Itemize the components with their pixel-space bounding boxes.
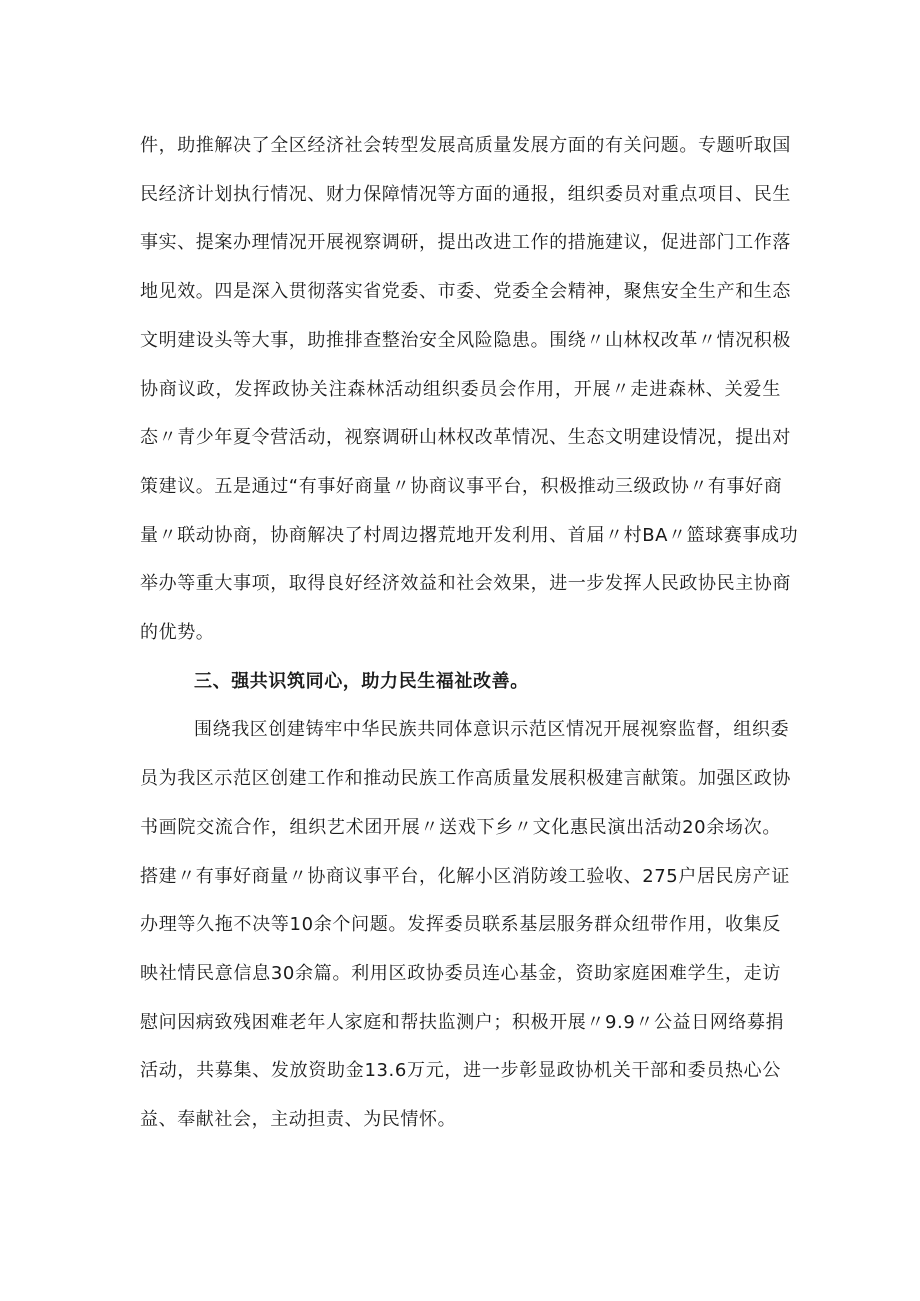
paragraph-line: 件，助推解决了全区经济社会转型发展高质量发展方面的有关问题。专题听取国 [140, 135, 791, 156]
paragraph-line: 事实、提案办理情况开展视察调研，提出改进工作的措施建议，促进部门工作落 [140, 232, 791, 254]
paragraph-line: 慰问因病致残困难老年人家庭和帮扶监测户；积极开展〃9.9〃公益日网络募捐 [140, 1011, 785, 1033]
paragraph-line: 策建议。五是通过“有事好商量〃协商议事平台，积极推动三级政协〃有事好商 [140, 475, 783, 497]
paragraph-1 [140, 122, 799, 658]
paragraph-line: 举办等重大事项，取得良好经济效益和社会效果，进一步发挥人民政协民主协商 [140, 573, 791, 595]
paragraph-line: 的优势。 [140, 622, 215, 644]
section-heading: 三、强共识筑同心，助力民生福祉改善。 [194, 670, 529, 692]
paragraph-line: 民经济计划执行情况、财力保障情况等方面的通报，组织委员对重点项目、民生 [140, 183, 791, 205]
paragraph-line: 员为我区示范区创建工作和推动民族工作高质量发展积极建言献策。加强区政协 [140, 768, 791, 790]
paragraph-line: 围绕我区创建铸牢中华民族共同体意识示范区情况开展视察监督，组织委 [194, 719, 790, 741]
paragraph-line: 地见效。四是深入贯彻落实省党委、市委、党委全会精神，聚焦安全生产和生态 [140, 281, 791, 303]
paragraph-line: 益、奉献社会，主动担责、为民情怀。 [140, 1109, 457, 1131]
paragraph-line: 文明建设头等大事，助推排查整治安全风险隐患。围绕〃山林权改革〃情况积极 [140, 329, 791, 351]
paragraph-line: 协商议政，发挥政协关注森林活动组织委员会作用，开展〃走进森林、关爱生 [140, 378, 781, 400]
paragraph-2 [140, 706, 791, 1144]
paragraph-line: 量〃联动协商，协商解决了村周边撂荒地开发利用、首届〃村BA〃篮球赛事成功 [140, 524, 799, 546]
paragraph-line: 活动，共募集、发放资助金13.6万元，进一步彰显政协机关干部和委员热心公 [140, 1060, 781, 1082]
paragraph-line: 映社情民意信息30余篇。利用区政协委员连心基金，资助家庭困难学生，走访 [140, 962, 781, 984]
paragraph-line: 态〃青少年夏令营活动，视察调研山林权改革情况、生态文明建设情况，提出对 [140, 427, 791, 449]
paragraph-line: 书画院交流合作，组织艺术团开展〃送戏下乡〃文化惠民演出活动20余场次。 [140, 816, 781, 838]
document-body [140, 122, 799, 1145]
paragraph-line: 办理等久拖不决等10余个问题。发挥委员联系基层服务群众纽带作用，收集反 [140, 914, 781, 936]
paragraph-line: 搭建〃有事好商量〃协商议事平台，化解小区消防竣工验收、275户居民房产证 [140, 865, 790, 887]
